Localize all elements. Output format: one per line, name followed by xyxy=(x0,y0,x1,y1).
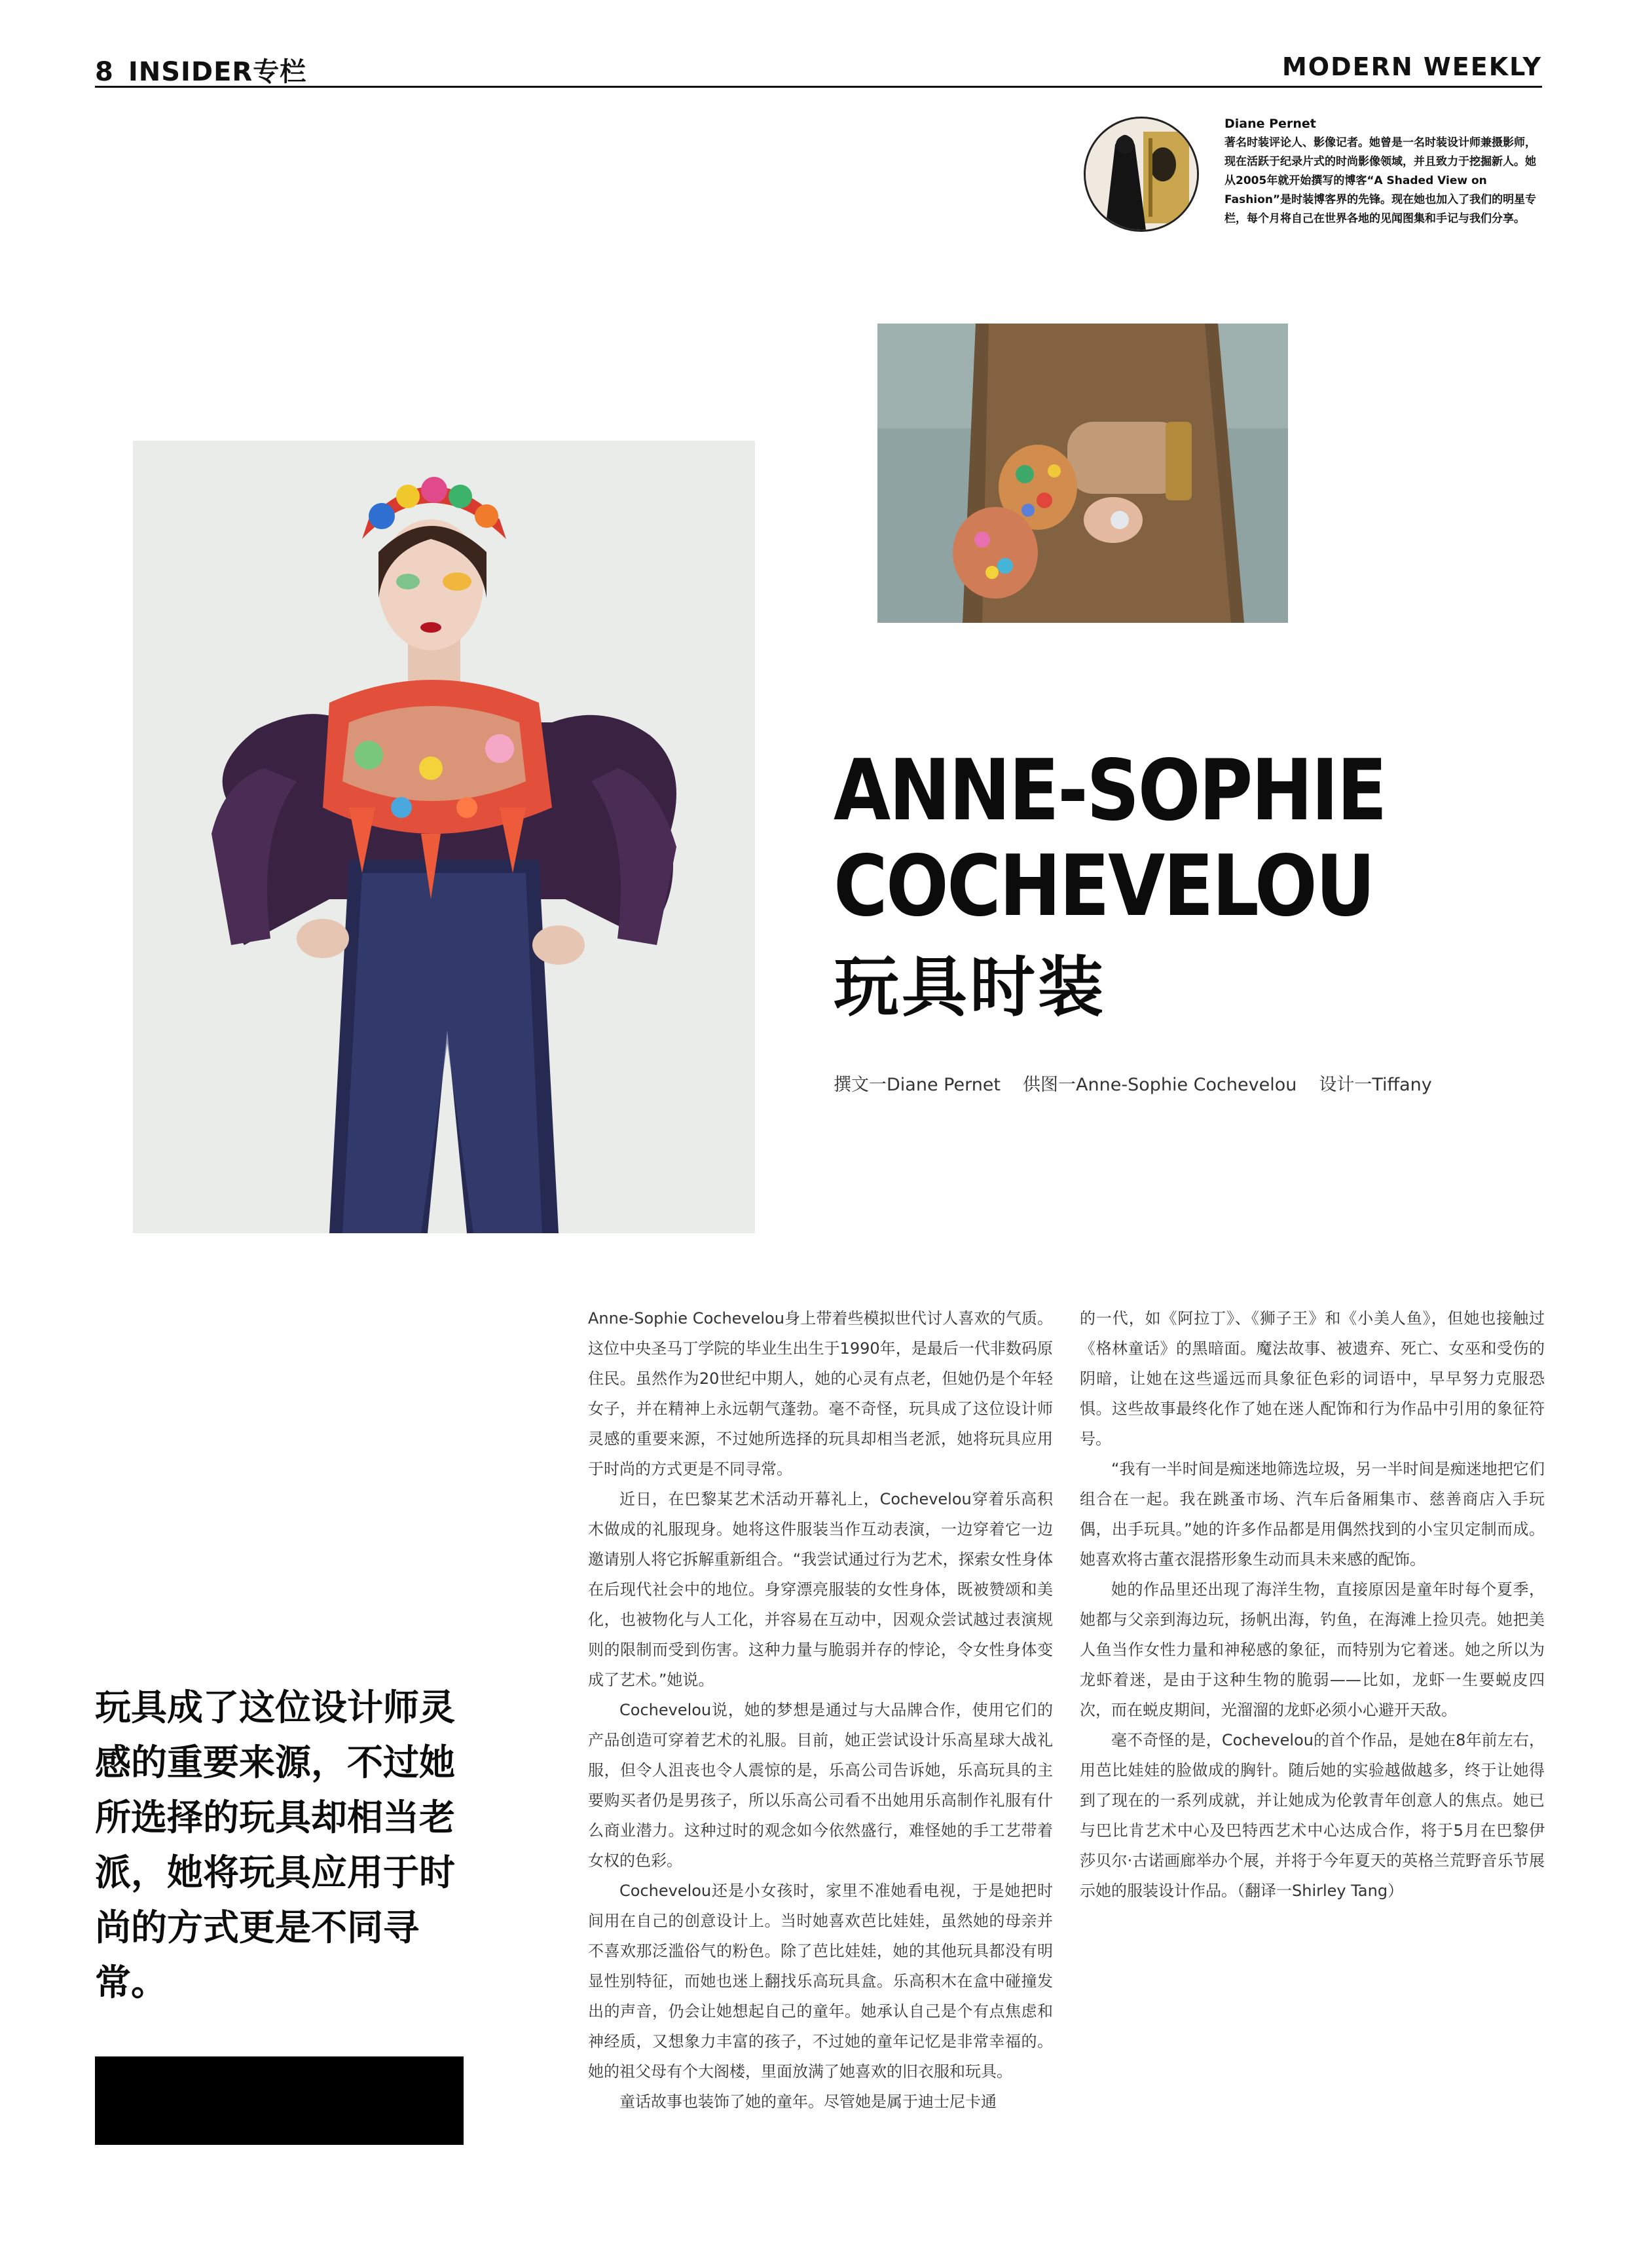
paragraph: Cochevelou还是小女孩时，家里不准她看电视，于是她把时间用在自己的创意设计上。当时她喜欢芭比娃娃，虽然她的母亲并不喜欢那泛滥俗气的粉色。除了芭比娃娃，她的其他玩具都没有明显性别特征，而她也迷上翻找乐高玩具盒。乐高积木在盒中碰撞发出的声音，仍会让她想起自己的童年。她承认自己是个有点焦虑和神经质，又想象力丰富的孩子，不过她的童年记忆是非常幸福的。她的祖父母有个大阁楼，里面放满了她喜欢的旧衣服和玩具。 xyxy=(588,1882,1053,2081)
article-credits xyxy=(834,1070,1454,1096)
title-line-2: COCHEVELOU xyxy=(834,838,1374,935)
paragraph: 她的作品里还出现了海洋生物，直接原因是童年时每个夏季，她都与父亲到海边玩，扬帆出海，钓鱼，在海滩上捡贝壳。她把美人鱼当作女性力量和神秘感的象征，而特别为它着迷。她之所以为龙虾着迷，是由于这种生物的脆弱——比如，龙虾一生要蜕皮四次，而在蜕皮期间，光溜溜的龙虾必须小心避开天敌。 xyxy=(1080,1580,1545,1719)
page-number: 8 xyxy=(95,57,114,87)
body-column-2 xyxy=(1080,1303,1545,1906)
columnist-avatar xyxy=(1084,117,1199,232)
detail-photo xyxy=(877,324,1288,623)
paragraph: 近日，在巴黎某艺术活动开幕礼上，Cochevelou穿着乐高积木做成的礼服现身。她将这件服装当作互动表演，一边穿着它一边邀请别人将它拆解重新组合。“我尝试通过行为艺术，探索女性身体在后现代社会中的地位。身穿漂亮服装的女性身体，既被赞颂和美化，也被物化与人工化，并容易在互动中，因观众尝试越过表演规则的限制而受到伤害。这种力量与脆弱并存的悖论，令女性身体变成了艺术。”她说。 xyxy=(588,1490,1053,1689)
paragraph: “我有一半时间是痴迷地筛选垃圾，另一半时间是痴迷地把它们组合在一起。我在跳蚤市场、汽车后备厢集市、慈善商店入手玩偶，出手玩具。”她的许多作品都是用偶然找到的小宝贝定制而成。她喜欢将古董衣混搭形象生动而具未来感的配饰。 xyxy=(1080,1460,1545,1569)
columnist-bio xyxy=(1224,115,1539,229)
title-line-1: ANNE-SOPHIE xyxy=(834,742,1386,840)
model-portrait-image xyxy=(133,441,755,1233)
columnist-portrait-image xyxy=(1086,119,1197,230)
magazine-name: MODERN WEEKLY xyxy=(1281,52,1542,81)
black-block xyxy=(95,2056,464,2145)
columnist-name: Diane Pernet xyxy=(1224,117,1316,131)
paragraph: 童话故事也装饰了她的童年。尽管她是属于迪士尼卡通 xyxy=(619,2092,997,2111)
paragraph: Cochevelou说，她的梦想是通过与大品牌合作，使用它们的产品创造可穿着艺术的礼服。目前，她正尝试设计乐高星球大战礼服，但令人沮丧也令人震惊的是，乐高公司告诉她，乐高玩具的主要购买者仍是男孩子，所以乐高公司看不出她用乐高制作礼服有什么商业潜力。这种过时的观念如今依然盛行，难怪她的手工艺带着女权的色彩。 xyxy=(588,1701,1053,1870)
hands-with-bracelets-image xyxy=(877,324,1288,623)
header-divider xyxy=(95,86,1542,88)
credit-writer: 撰文一Diane Pernet xyxy=(834,1075,1001,1095)
credit-design: 设计一Tiffany xyxy=(1319,1075,1432,1095)
article-title-english xyxy=(834,743,1439,935)
paragraph: 的一代，如《阿拉丁》、《狮子王》和《小美人鱼》，但她也接触过《格林童话》的黑暗面。魔法故事、被遗弃、死亡、女巫和受伤的阴暗，让她在这些遥远而具象征色彩的词语中，早早努力克服恐惧。这些故事最终化作了她在迷人配饰和行为作品中引用的象征符号。 xyxy=(1080,1309,1545,1448)
columnist-bio-text: 著名时装评论人、影像记者。她曾是一名时装设计师兼摄影师，现在活跃于纪录片式的时尚影像领域，并且致力于挖掘新人。她从2005年就开始撰写的博客“A Shaded View on Fashion”是时装博客界的先锋。现在她也加入了我们的明星专栏，每个月将自己在世界各地的见闻图集和手记与我们分享。 xyxy=(1224,136,1537,225)
section-header xyxy=(95,51,306,88)
pull-quote: 玩具成了这位设计师灵感的重要来源，不过她所选择的玩具却相当老派，她将玩具应用于时尚的方式更是不同寻常。 xyxy=(95,1686,456,2003)
paragraph: Anne-Sophie Cochevelou身上带着些模拟世代讨人喜欢的气质。这位中央圣马丁学院的毕业生出生于1990年，是最后一代非数码原住民。虽然作为20世纪中期人，她的心灵有点老，但她仍是个年轻女子，并在精神上永远朝气蓬勃。毫不奇怪，玩具成了这位设计师灵感的重要来源，不过她所选择的玩具却相当老派，她将玩具应用于时尚的方式更是不同寻常。 xyxy=(588,1309,1053,1478)
credit-images: 供图一Anne-Sophie Cochevelou xyxy=(1023,1075,1297,1095)
article-title-chinese: 玩具时装 xyxy=(834,949,1106,1026)
body-column-1 xyxy=(588,1303,1053,2117)
main-photo xyxy=(133,441,755,1233)
paragraph: 毫不奇怪的是，Cochevelou的首个作品，是她在8年前左右，用芭比娃娃的脸做成的胸针。随后她的实验越做越多，终于让她得到了现在的一系列成就，并让她成为伦敦青年创意人的焦点。她已与巴比肯艺术中心及巴特西艺术中心达成合作，将于5月在巴黎伊莎贝尔·古诺画廊举办个展，并将于今年夏天的英格兰荒野音乐节展示她的服装设计作品。（翻译一Shirley Tang） xyxy=(1080,1731,1545,1900)
section-title: INSIDER专栏 xyxy=(128,57,307,87)
